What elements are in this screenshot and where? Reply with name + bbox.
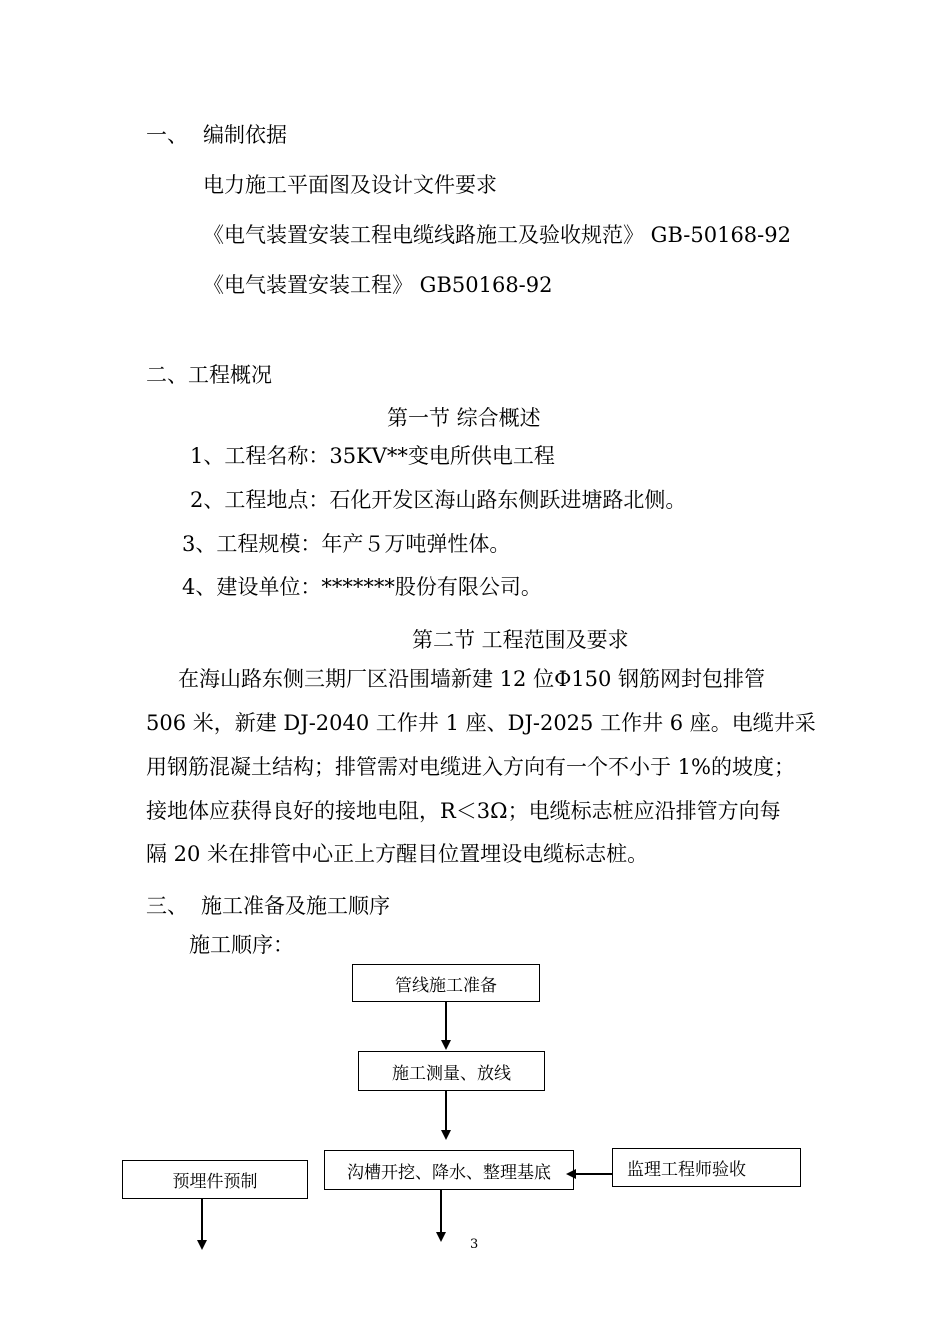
reference-line-2: 《电气装置安装工程电缆线路施工及验收规范》 GB-50168-92 [203, 223, 791, 247]
section1-title: 编制依据 [203, 123, 287, 147]
reference-line-1: 电力施工平面图及设计文件要求 [203, 173, 497, 197]
sequence-label: 施工顺序： [189, 933, 294, 957]
flow-step-survey: 施工测量、放线 [358, 1051, 545, 1091]
reference-line-3: 《电气装置安装工程》 GB50168-92 [203, 273, 553, 297]
flow-connector-inspection [574, 1173, 612, 1175]
flow-arrow-down-2 [441, 1130, 451, 1140]
flow-connector-3 [440, 1190, 442, 1234]
flow-step-inspection: 监理工程师验收 [612, 1148, 801, 1187]
overview-item-1: 1、工程名称：35KV**变电所供电工程 [190, 444, 555, 468]
flow-step-preparation: 管线施工准备 [352, 964, 540, 1002]
section3-title: 施工准备及施工顺序 [201, 894, 390, 918]
overview-item-2: 2、工程地点：石化开发区海山路东侧跃进塘路北侧。 [190, 488, 687, 512]
overview-item-4: 4、建设单位：*******股份有限公司。 [182, 575, 542, 599]
flow-step-trench: 沟槽开挖、降水、整理基底 [324, 1150, 574, 1190]
flow-connector-1 [445, 1002, 447, 1042]
flow-arrow-down-prefab [197, 1240, 207, 1250]
scope-line-5: 隔 20 米在排管中心正上方醒目位置埋设电缆标志桩。 [146, 842, 649, 866]
scope-line-2: 506 米，新建 DJ-2040 工作井 1 座、DJ-2025 工作井 6 座。电缆井采 [146, 711, 816, 735]
section3-number: 三、 [146, 894, 188, 918]
section1-number: 一、 [146, 123, 188, 147]
overview-item-3: 3、工程规模：年产５万吨弹性体。 [182, 532, 511, 556]
page-number: 3 [470, 1237, 479, 1252]
flow-step-prefab: 预埋件预制 [122, 1160, 308, 1199]
flow-connector-prefab [201, 1199, 203, 1240]
flow-arrow-left [566, 1169, 576, 1179]
part2-heading: 第二节 工程范围及要求 [412, 628, 629, 652]
section2-title: 二、工程概况 [146, 363, 272, 387]
part1-heading: 第一节 综合概述 [387, 406, 541, 430]
flow-arrow-down-1 [441, 1040, 451, 1050]
scope-line-3: 用钢筋混凝土结构；排管需对电缆进入方向有一个不小于 1%的坡度； [146, 755, 795, 779]
scope-line-1: 在海山路东侧三期厂区沿围墙新建 12 位Φ150 钢筋网封包排管 [178, 667, 766, 691]
flow-connector-2 [445, 1091, 447, 1132]
scope-line-4: 接地体应获得良好的接地电阻，R＜3Ω；电缆标志桩应沿排管方向每 [146, 799, 781, 823]
flow-arrow-down-3 [436, 1232, 446, 1242]
